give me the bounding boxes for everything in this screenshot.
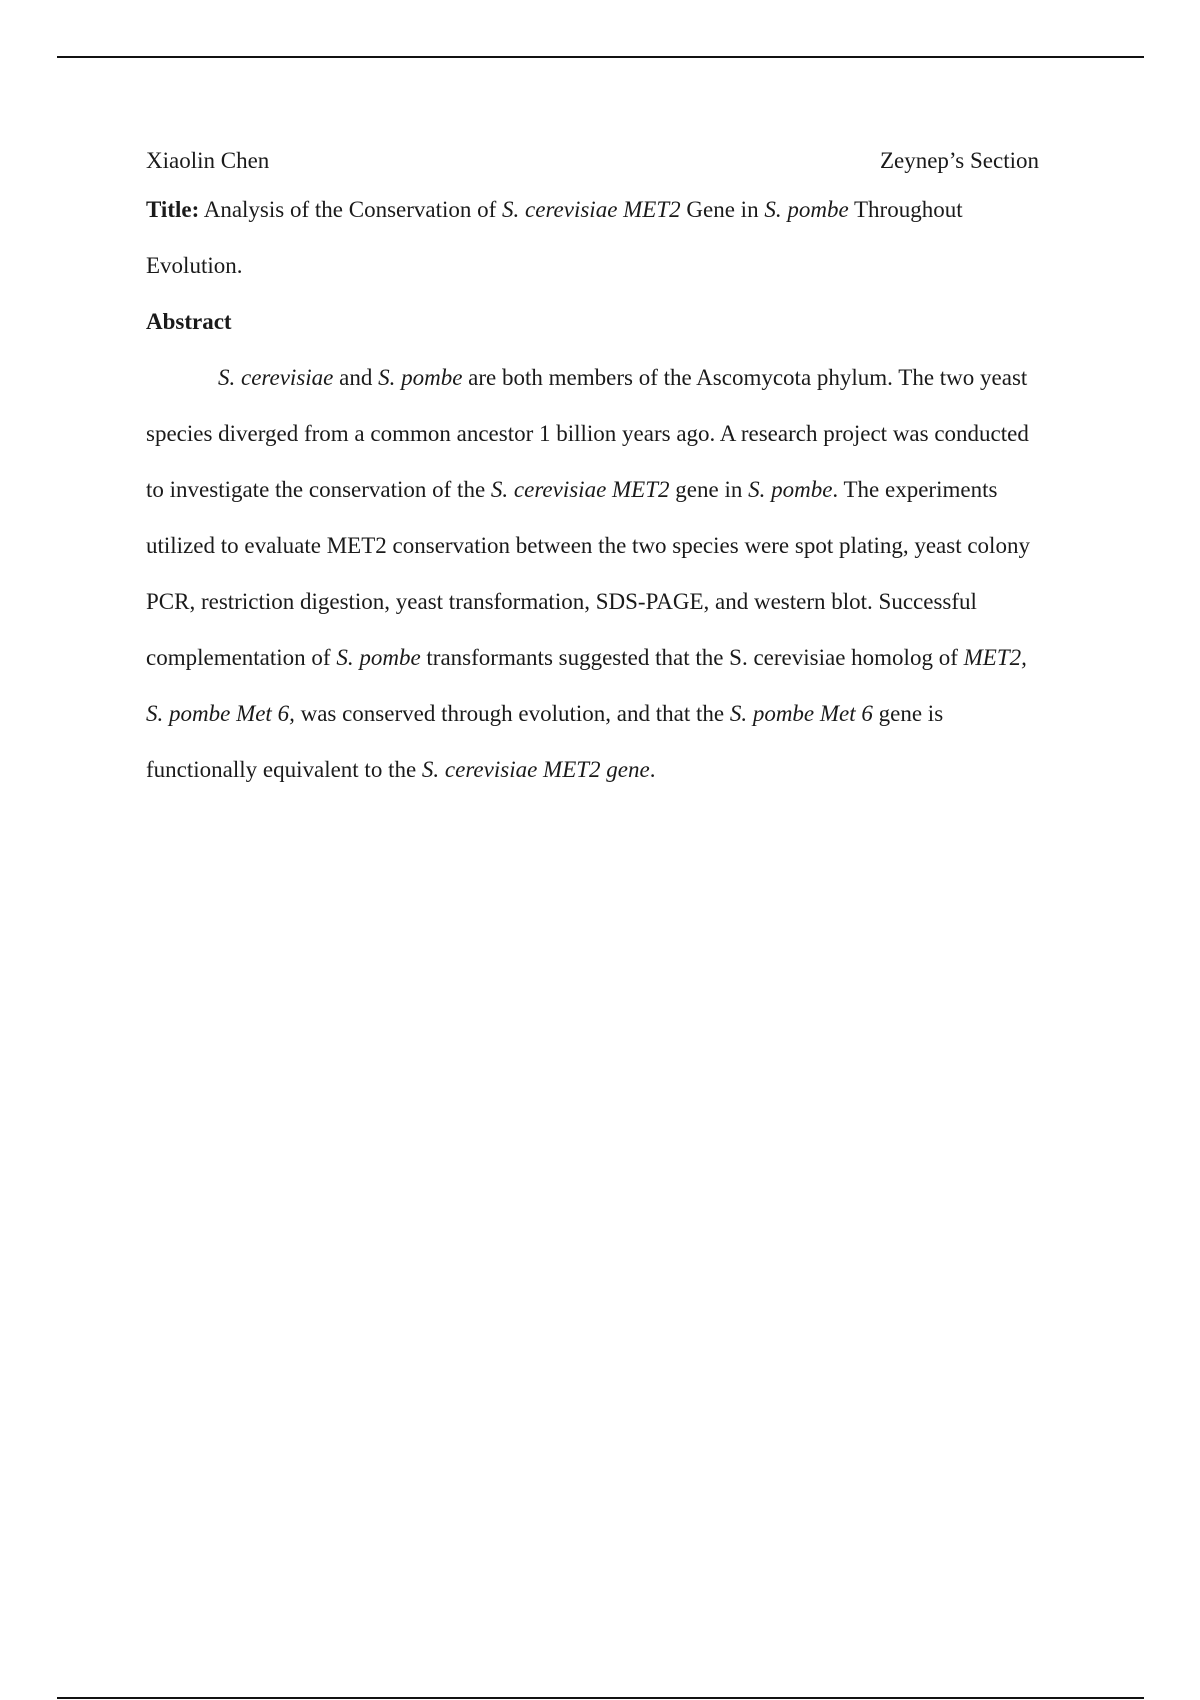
header-line (146, 140, 1039, 182)
top-rule (57, 56, 1144, 58)
abstract-heading: Abstract (146, 309, 232, 334)
title-label: Title: (146, 197, 200, 222)
document-body (146, 140, 1081, 798)
title-block (146, 182, 1081, 350)
abstract-paragraph (146, 350, 1081, 798)
author-name: Xiaolin Chen (146, 148, 270, 173)
abstract-line-8: functionally equivalent to the S. cerevisiae MET2 gene. (146, 757, 656, 782)
section-name: Zeynep’s Section (879, 148, 1039, 173)
abstract-line-2: species diverged from a common ancestor 1 billion years ago. A research project was conducted (146, 421, 1029, 446)
title-line-2: Evolution. (146, 253, 243, 278)
abstract-line-1: S. cerevisiae and S. pombe are both members of the Ascomycota phylum. The two yeast (218, 365, 1028, 390)
abstract-line-5: PCR, restriction digestion, yeast transformation, SDS-PAGE, and western blot. Successful (146, 589, 977, 614)
abstract-line-6: complementation of S. pombe transformants suggested that the S. cerevisiae homolog of MET2, (146, 645, 1027, 670)
abstract-line-4: utilized to evaluate MET2 conservation between the two species were spot plating, yeast colony (146, 533, 1030, 558)
abstract-line-3: to investigate the conservation of the S. cerevisiae MET2 gene in S. pombe. The experiments (146, 477, 998, 502)
abstract-line-7: S. pombe Met 6, was conserved through evolution, and that the S. pombe Met 6 gene is (146, 701, 944, 726)
bottom-rule (57, 1697, 1144, 1699)
title-line-1: Title: Analysis of the Conservation of S. cerevisiae MET2 Gene in S. pombe Throughout (146, 197, 963, 222)
